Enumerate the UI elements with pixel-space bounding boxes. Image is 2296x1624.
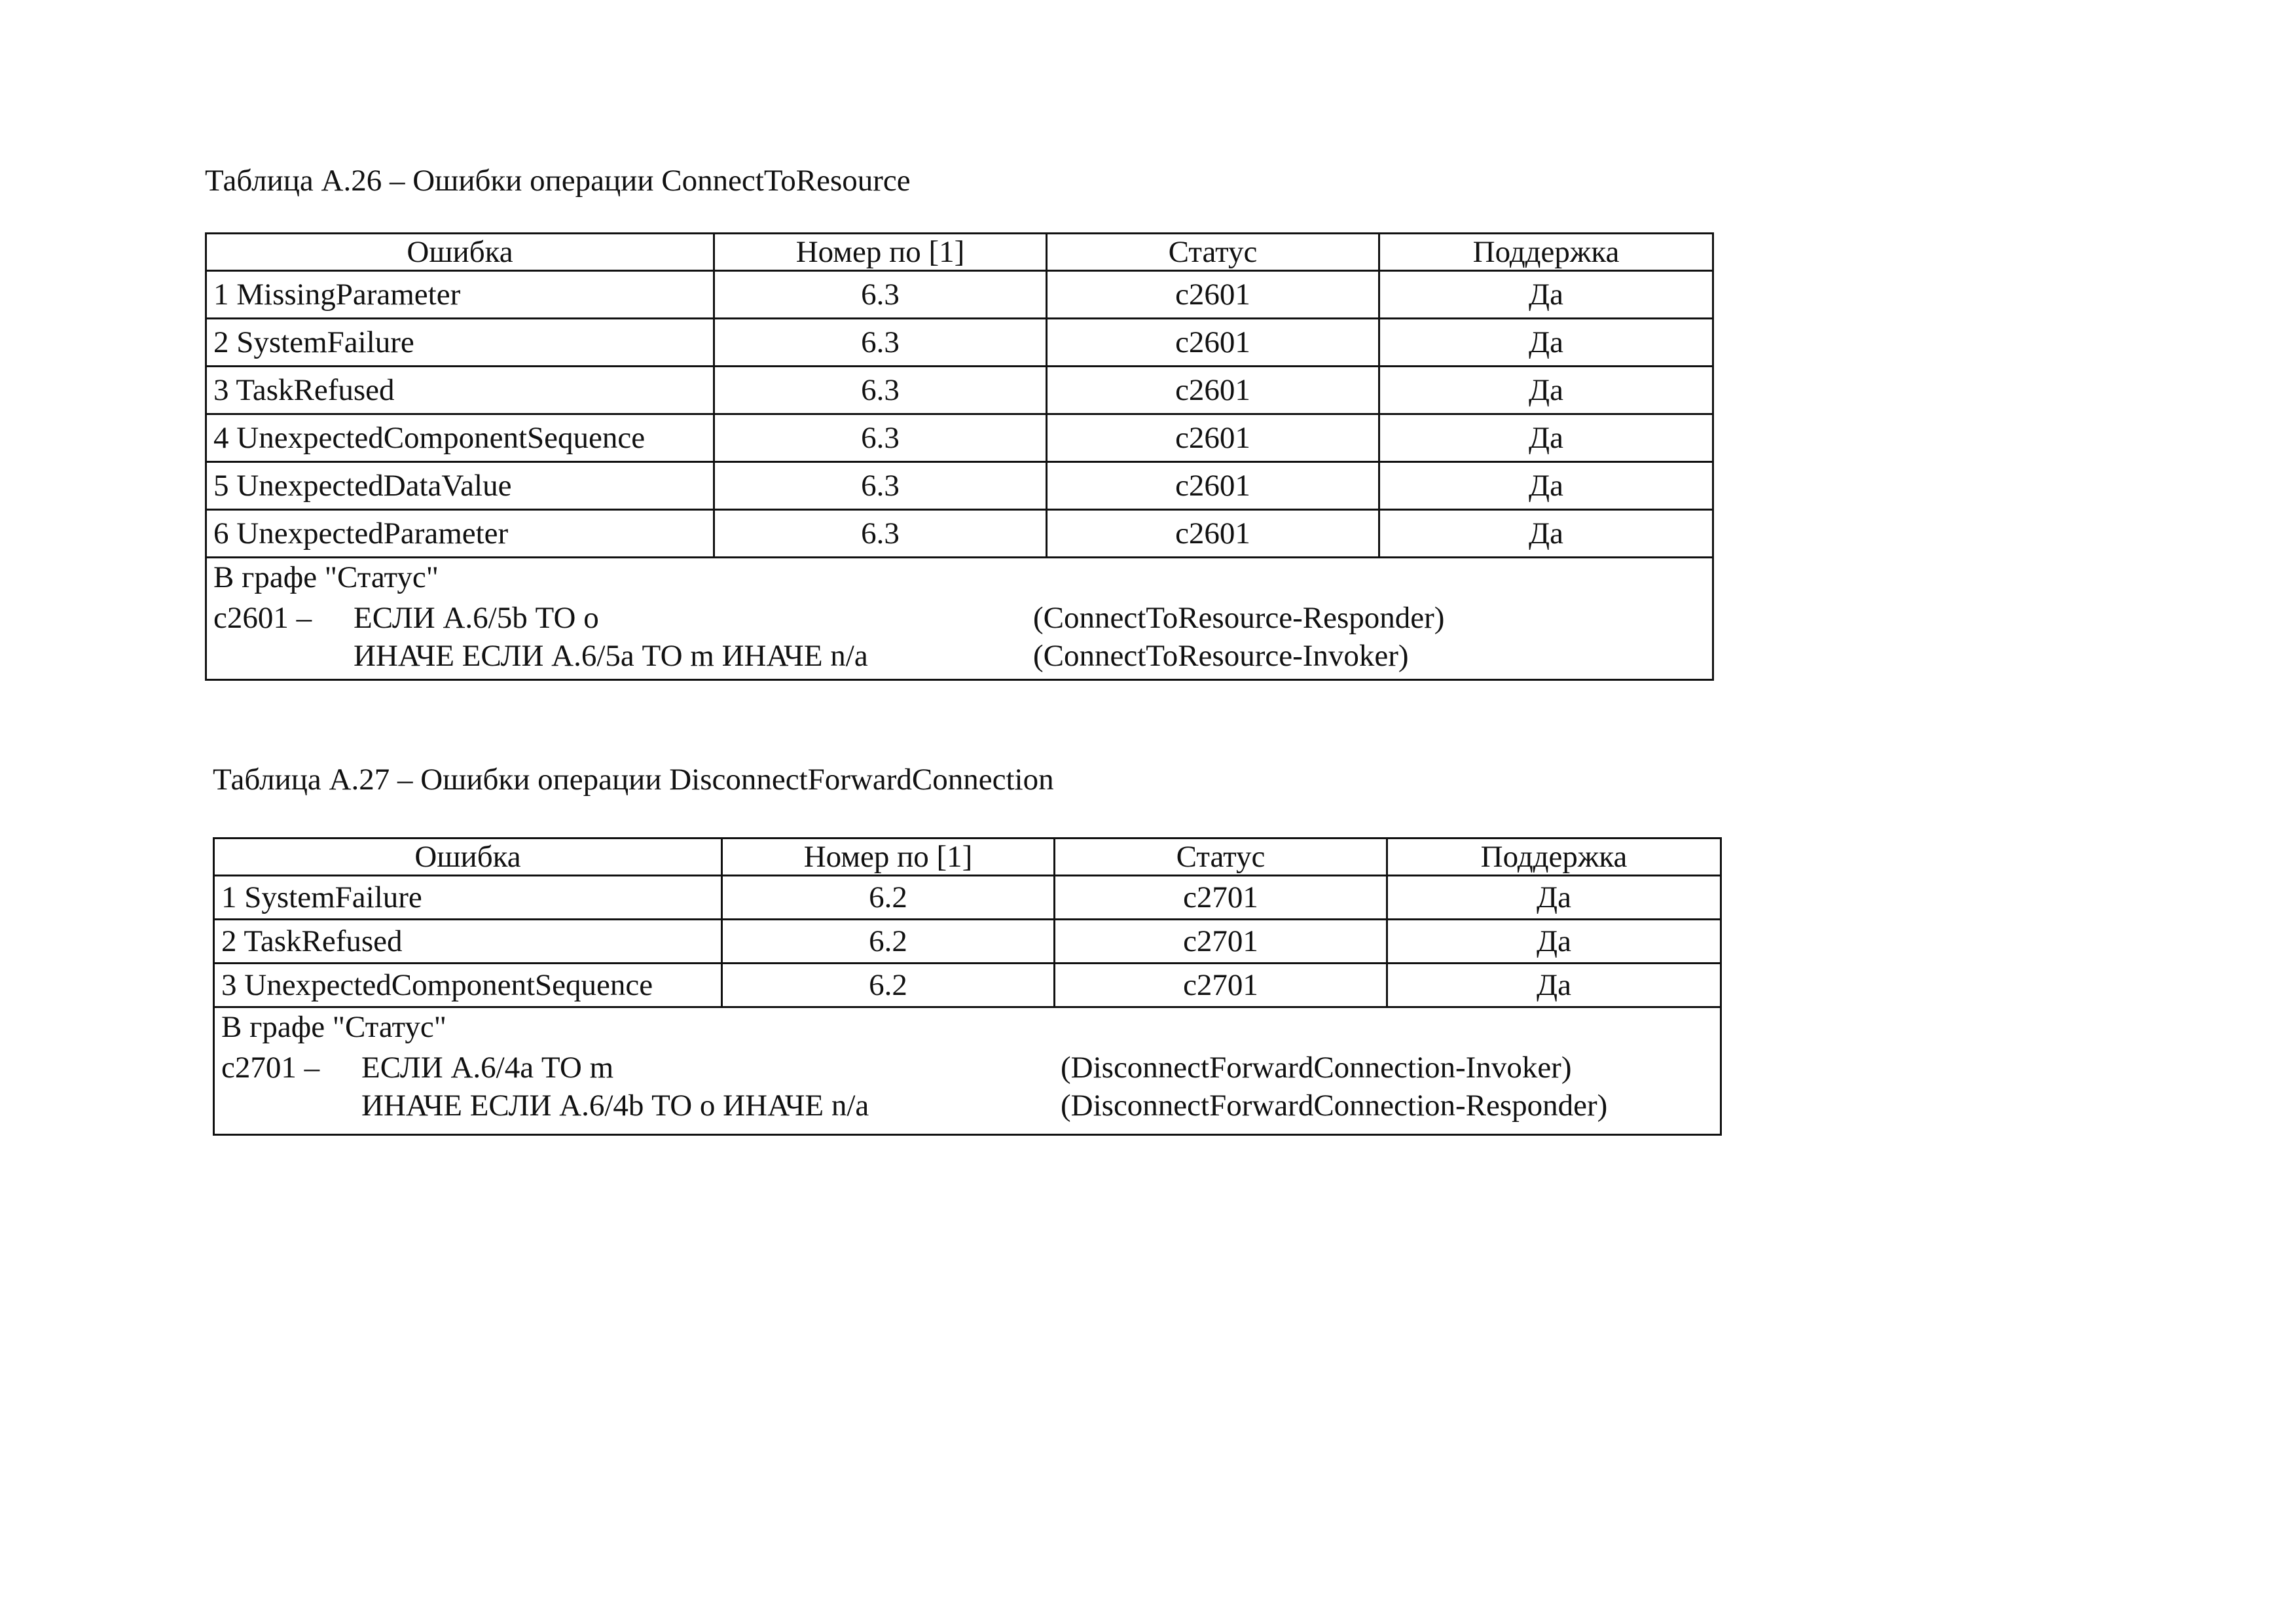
error-name-cell: 3 TaskRefused	[206, 367, 714, 414]
notes-line-2	[221, 1087, 1713, 1125]
column-header-number: Номер по [1]	[722, 839, 1055, 876]
table-notes-row	[214, 1007, 1721, 1135]
error-name-cell: 1 SystemFailure	[214, 876, 722, 920]
support-cell: Да	[1387, 964, 1721, 1007]
support-cell: Да	[1379, 367, 1713, 414]
notes-title: В графе "Статус"	[213, 560, 439, 594]
notes-title: В графе "Статус"	[221, 1010, 446, 1044]
status-cell: c2601	[1047, 367, 1379, 414]
condition-text: ИНАЧЕ ЕСЛИ А.6/5а ТО m ИНАЧЕ n/a	[354, 639, 868, 673]
table-row	[214, 876, 1721, 920]
status-notes-cell	[214, 1007, 1721, 1135]
status-cell: c2601	[1047, 462, 1379, 510]
table-notes-row	[206, 558, 1713, 680]
status-code-label: c2601 –	[213, 601, 312, 635]
reference-number-cell: 6.3	[714, 319, 1047, 367]
status-cell: c2601	[1047, 319, 1379, 367]
support-cell: Да	[1379, 414, 1713, 462]
table-header-row	[214, 839, 1721, 876]
status-code-spacer	[213, 637, 354, 675]
reference-number-cell: 6.3	[714, 271, 1047, 319]
error-name-cell: 2 TaskRefused	[214, 920, 722, 964]
error-name-cell: 5 UnexpectedDataValue	[206, 462, 714, 510]
error-name-cell: 2 SystemFailure	[206, 319, 714, 367]
error-name-cell: 4 UnexpectedComponentSequence	[206, 414, 714, 462]
column-header-support: Поддержка	[1387, 839, 1721, 876]
table-a26	[205, 232, 1714, 681]
role-text: (ConnectToResource-Invoker)	[1033, 639, 1409, 673]
status-cell: c2701	[1055, 920, 1387, 964]
status-cell: c2601	[1047, 510, 1379, 558]
table-a26-caption: Таблица А.26 – Ошибки операции ConnectToResource	[205, 164, 911, 198]
error-name-cell: 3 UnexpectedComponentSequence	[214, 964, 722, 1007]
column-header-status: Статус	[1055, 839, 1387, 876]
reference-number-cell: 6.3	[714, 462, 1047, 510]
support-cell: Да	[1379, 271, 1713, 319]
support-cell: Да	[1387, 920, 1721, 964]
table-row	[206, 462, 1713, 510]
reference-number-cell: 6.2	[722, 876, 1055, 920]
status-cell: c2701	[1055, 964, 1387, 1007]
condition-text: ЕСЛИ А.6/4а ТО m	[361, 1051, 614, 1085]
table-a27-caption: Таблица А.27 – Ошибки операции DisconnectForwardConnection	[213, 763, 1054, 797]
status-cell: c2601	[1047, 271, 1379, 319]
table-header-row	[206, 234, 1713, 271]
table-a27	[213, 837, 1722, 1136]
status-code-label: c2701 –	[221, 1051, 320, 1085]
reference-number-cell: 6.2	[722, 920, 1055, 964]
status-cell: c2601	[1047, 414, 1379, 462]
column-header-error: Ошибка	[206, 234, 714, 271]
table-row	[206, 414, 1713, 462]
table-row	[214, 920, 1721, 964]
table-row	[206, 319, 1713, 367]
notes-line-2	[213, 637, 1705, 675]
condition-text: ЕСЛИ А.6/5b ТО о	[354, 601, 599, 635]
column-header-error: Ошибка	[214, 839, 722, 876]
status-notes-cell	[206, 558, 1713, 680]
column-header-status: Статус	[1047, 234, 1379, 271]
support-cell: Да	[1379, 510, 1713, 558]
table-row	[206, 367, 1713, 414]
status-code-spacer	[221, 1087, 361, 1125]
reference-number-cell: 6.3	[714, 414, 1047, 462]
error-name-cell: 6 UnexpectedParameter	[206, 510, 714, 558]
support-cell: Да	[1387, 876, 1721, 920]
column-header-number: Номер по [1]	[714, 234, 1047, 271]
support-cell: Да	[1379, 319, 1713, 367]
notes-line-1	[221, 1049, 1713, 1087]
role-text: (ConnectToResource-Responder)	[1033, 601, 1445, 635]
table-row	[206, 271, 1713, 319]
error-name-cell: 1 MissingParameter	[206, 271, 714, 319]
role-text: (DisconnectForwardConnection-Responder)	[1061, 1089, 1608, 1123]
reference-number-cell: 6.3	[714, 367, 1047, 414]
notes-line-1	[213, 599, 1705, 637]
table-row	[214, 964, 1721, 1007]
table-row	[206, 510, 1713, 558]
support-cell: Да	[1379, 462, 1713, 510]
reference-number-cell: 6.3	[714, 510, 1047, 558]
role-text: (DisconnectForwardConnection-Invoker)	[1061, 1051, 1572, 1085]
status-cell: c2701	[1055, 876, 1387, 920]
reference-number-cell: 6.2	[722, 964, 1055, 1007]
column-header-support: Поддержка	[1379, 234, 1713, 271]
condition-text: ИНАЧЕ ЕСЛИ А.6/4b ТО о ИНАЧЕ n/a	[361, 1089, 869, 1123]
